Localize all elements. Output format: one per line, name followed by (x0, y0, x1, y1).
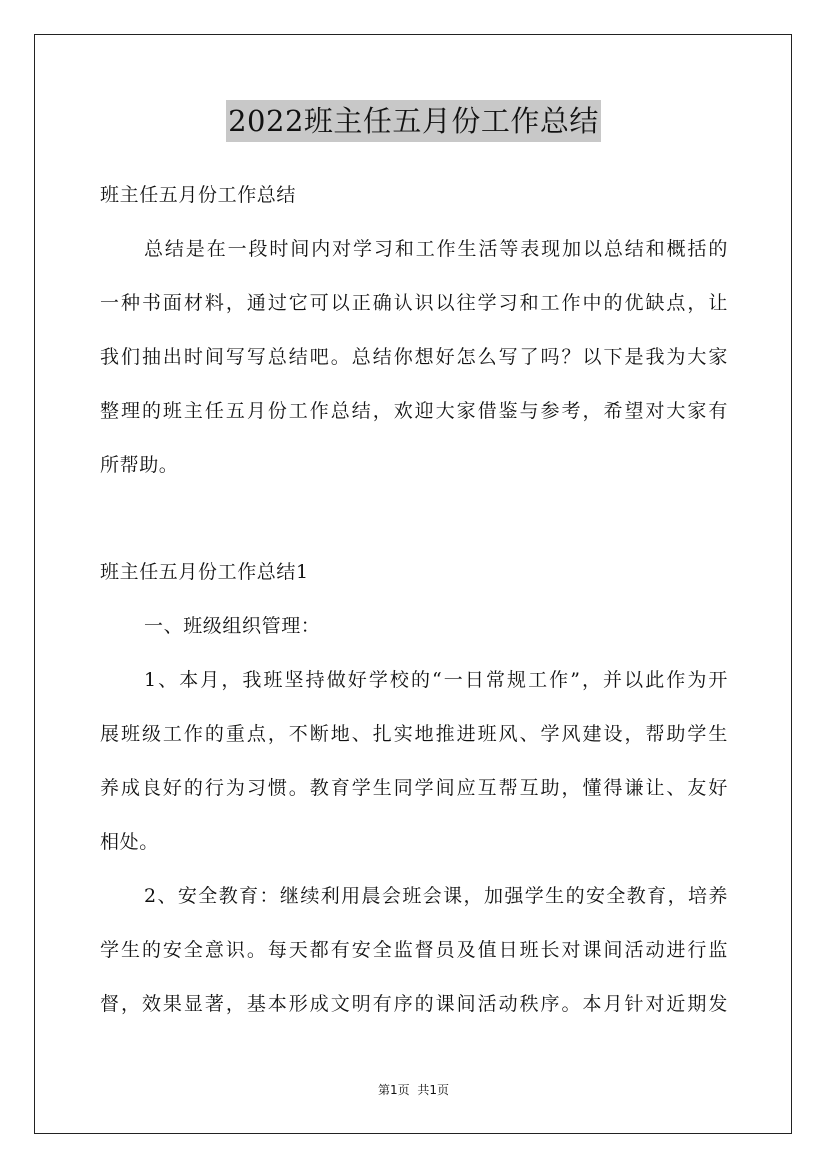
page-total: 共1页 (417, 1083, 450, 1097)
paragraph-line: 养成良好的行为习惯。教育学生同学间应互帮互助，懂得谦让、友好 (100, 777, 728, 799)
paragraph-line: 我们抽出时间写写总结吧。总结你想好怎么写了吗？以下是我为大家 (100, 346, 728, 368)
page-footer (0, 1080, 827, 1100)
title-container (0, 100, 827, 142)
paragraph-line: 相处。 (100, 831, 159, 853)
paragraph-line: 所帮助。 (100, 454, 179, 476)
paragraph-line: 2、安全教育：继续利用晨会班会课，加强学生的安全教育，培养 (144, 885, 728, 907)
page-number: 第1页 (377, 1083, 410, 1097)
document-title: 2022班主任五月份工作总结 (226, 100, 601, 142)
paragraph-line: 学生的安全意识。每天都有安全监督员及值日班长对课间活动进行监 (100, 939, 728, 961)
subsection-heading: 一、班级组织管理： (144, 615, 321, 637)
blank-line (100, 492, 728, 545)
paragraph-line: 督，效果显著，基本形成文明有序的课间活动秩序。本月针对近期发 (100, 993, 728, 1015)
paragraph-line: 总结是在一段时间内对学习和工作生活等表现加以总结和概括的 (144, 238, 728, 260)
section-heading: 班主任五月份工作总结1 (100, 561, 309, 583)
paragraph-line: 展班级工作的重点，不断地、扎实地推进班风、学风建设，帮助学生 (100, 723, 728, 745)
subtitle-line: 班主任五月份工作总结 (100, 184, 297, 206)
paragraph-line: 整理的班主任五月份工作总结，欢迎大家借鉴与参考，希望对大家有 (100, 400, 728, 422)
document-body (100, 168, 728, 1031)
paragraph-line: 1、本月，我班坚持做好学校的“一日常规工作”，并以此作为开 (144, 669, 728, 691)
paragraph-line: 一种书面材料，通过它可以正确认识以往学习和工作中的优缺点，让 (100, 292, 728, 314)
